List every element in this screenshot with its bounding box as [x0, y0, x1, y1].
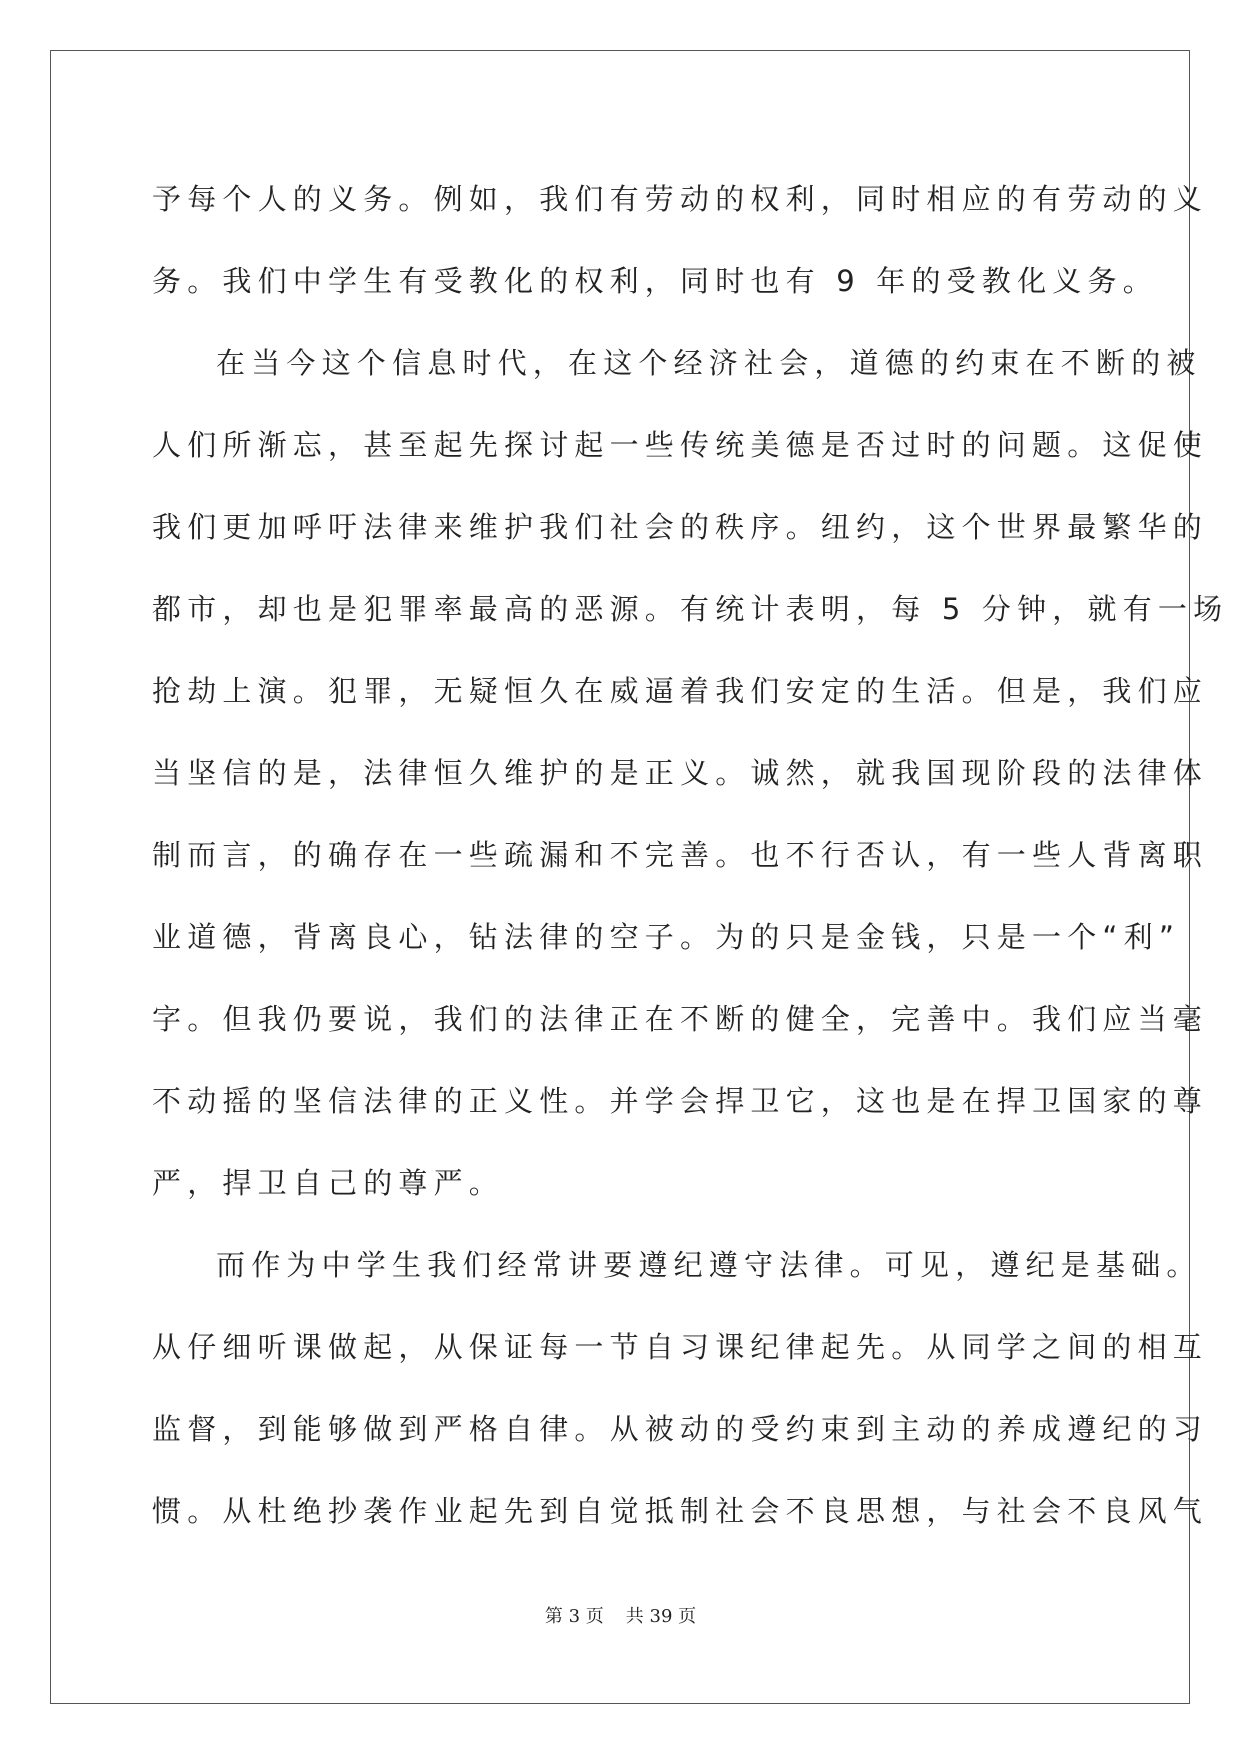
paragraph-start-line: 在当今这个信息时代，在这个经济社会，道德的约束在不断的被	[216, 346, 1202, 380]
text-line: 我们更加呼吁法律来维护我们社会的秩序。纽约，这个世界最繁华的	[152, 510, 1209, 544]
paragraph-start-line: 而作为中学生我们经常讲要遵纪遵守法律。可见，遵纪是基础。	[216, 1248, 1202, 1282]
text-line: 予每个人的义务。例如，我们有劳动的权利，同时相应的有劳动的义	[152, 182, 1209, 216]
text-line: 惯。从杜绝抄袭作业起先到自觉抵制社会不良思想，与社会不良风气	[152, 1494, 1209, 1528]
text-line: 制而言，的确存在一些疏漏和不完善。也不行否认，有一些人背离职	[152, 838, 1209, 872]
text-line: 监督，到能够做到严格自律。从被动的受约束到主动的养成遵纪的习	[152, 1412, 1209, 1446]
page-footer	[0, 1602, 1241, 1628]
text-line: 字。但我仍要说，我们的法律正在不断的健全，完善中。我们应当毫	[152, 1002, 1209, 1036]
text-line: 不动摇的坚信法律的正义性。并学会捍卫它，这也是在捍卫国家的尊	[152, 1084, 1209, 1118]
text-line: 从仔细听课做起，从保证每一节自习课纪律起先。从同学之间的相互	[152, 1330, 1209, 1364]
text-line: 都市，却也是犯罪率最高的恶源。有统计表明，每 5 分钟，就有一场	[152, 592, 1229, 626]
current-page-number: 第 3 页	[544, 1606, 604, 1627]
total-page-count: 共 39 页	[625, 1606, 697, 1627]
text-line: 严，捍卫自己的尊严。	[152, 1166, 505, 1200]
text-line: 务。我们中学生有受教化的权利，同时也有 9 年的受教化义务。	[152, 264, 1158, 298]
text-line: 当坚信的是，法律恒久维护的是正义。诚然，就我国现阶段的法律体	[152, 756, 1209, 790]
text-line: 业道德，背离良心，钻法律的空子。为的只是金钱，只是一个“利”	[152, 920, 1181, 954]
text-line: 抢劫上演。犯罪，无疑恒久在威逼着我们安定的生活。但是，我们应	[152, 674, 1209, 708]
document-body	[152, 158, 1229, 1552]
text-line: 人们所渐忘，甚至起先探讨起一些传统美德是否过时的问题。这促使	[152, 428, 1209, 462]
